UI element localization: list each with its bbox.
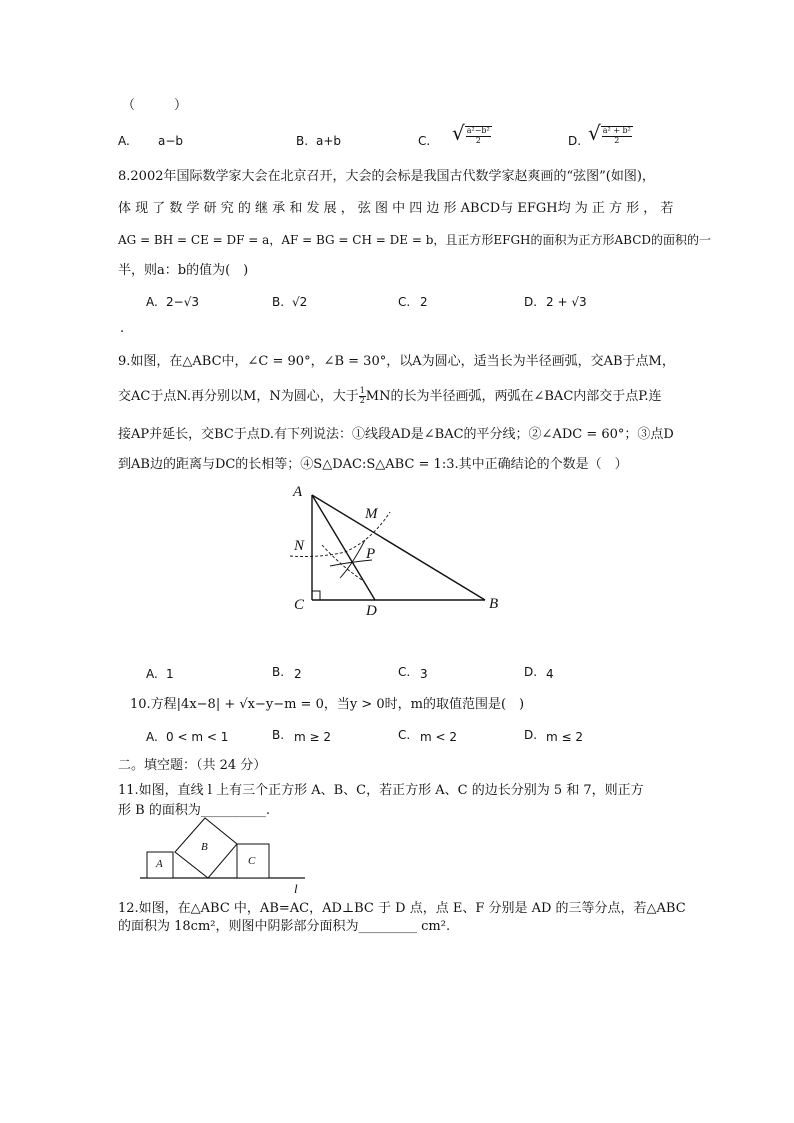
q9-option-b-label: B. [272, 665, 285, 679]
q8-line2: 体 现 了 数 学 研 究 的 继 承 和 发 展 ， 弦 图 中 四 边 形 ABCD与 EFGH均 为 正 方 形 ， 若 [118, 201, 674, 216]
q12-line2: 的面积为 18cm²，则图中阴影部分面积为_________ cm². [118, 919, 451, 934]
q10-option-a-label: A. [146, 730, 158, 744]
q9-option-c-value: 3 [420, 667, 428, 681]
q7-option-b-label: B. [296, 134, 309, 148]
q10-option-a-value: 0 < m < 1 [166, 730, 229, 744]
q8-option-d-label: D. [524, 295, 538, 309]
q9-fig-label-p: P [366, 546, 376, 562]
q9-option-d-label: D. [524, 665, 538, 679]
q10-option-d-value: m ≤ 2 [546, 730, 584, 744]
q9-option-a-label: A. [146, 667, 158, 681]
q7-option-b-value: a+b [316, 134, 342, 148]
q9-option-c-label: C. [398, 665, 411, 679]
q8-line3: AG = BH = CE = DF = a，AF = BG = CH = DE = b，且正方形EFGH的面积为正方形ABCD的面积的一 [118, 233, 712, 247]
q9-line3: 接AP并延长，交BC于点D.有下列说法：①线段AD是∠BAC的平分线；②∠ADC = 60°；③点D [118, 427, 674, 442]
q9-fig-label-n: N [294, 538, 305, 554]
q8-line4: 半，则a：b的值为( ) [118, 263, 249, 278]
q8-option-a-value: 2−√3 [166, 295, 199, 309]
q9-line2: 交AC于点N.再分别以M，N为圆心，大于 $\frac{1}{2}$ MN的长为半径画弧，两弧在∠BAC内部交于点P.连 [118, 386, 662, 405]
q7-option-a-label: A. [118, 134, 130, 148]
q9-fig-label-b: B [489, 596, 499, 612]
q11-fig-label-c: C [248, 855, 256, 867]
q9-line1: 9.如图，在△ABC中，∠C = 90°，∠B = 30°，以A为圆心，适当长为半径画弧，交AB于点M， [118, 354, 675, 369]
q11-line1: 11.如图，直线 l 上有三个正方形 A、B、C，若正方形 A、C 的边长分别为 5 和 7，则正方 [118, 783, 644, 798]
q8-option-c-label: C. [398, 295, 411, 309]
q10-option-d-label: D. [524, 728, 538, 742]
q9-option-a-value: 1 [166, 667, 174, 681]
q8-option-d-value: 2 + √3 [546, 295, 587, 309]
q7-option-c-label: C. [418, 134, 431, 148]
q8-option-b-value: √2 [292, 295, 308, 309]
q8-option-a-label: A. [146, 295, 158, 309]
q8-option-c-value: 2 [420, 295, 428, 309]
q9-option-b-value: 2 [294, 667, 302, 681]
q7-option-c-value: √ $\frac{\text{a²−b²}}{2}$ [452, 121, 490, 145]
q8-line1: 8.2002年国际数学家大会在北京召开，大会的会标是我国古代数学家赵爽画的“弦图”(如图)， [118, 169, 655, 184]
q12-line1: 12.如图，在△ABC 中，AB=AC，AD⊥BC 于 D 点，点 E、F 分别是 AD 的三等分点，若△ABC [118, 901, 686, 916]
q9-option-d-value: 4 [546, 667, 554, 681]
q9-fig-label-m: M [365, 506, 378, 522]
q11-fig-label-l: l [294, 881, 298, 896]
q7-option-d-value: √ $\frac{\text{a² + b²}}{2}$ [588, 121, 631, 145]
q10-option-b-label: B. [272, 728, 285, 742]
q10-option-c-label: C. [398, 728, 411, 742]
q7-paren: （ ） [122, 98, 188, 113]
q9-fig-label-a: A [293, 484, 303, 500]
q7-option-a-value: a−b [158, 134, 184, 148]
q9-fig-label-d: D [366, 603, 377, 619]
section-2-heading: 二。填空题：（共 24 分） [118, 758, 267, 773]
q11-line2: 形 B 的面积为__________. [118, 803, 270, 818]
q11-fig-label-b: B [201, 841, 208, 853]
q10-option-b-value: m ≥ 2 [294, 730, 332, 744]
q11-fig-label-a: A [156, 858, 163, 870]
q8-option-b-label: B. [272, 295, 285, 309]
q10-stem: 10.方程|4x−8| + √x−y−m = 0，当y > 0时，m的取值范围是( ) [130, 697, 525, 712]
q10-option-c-value: m < 2 [420, 730, 458, 744]
q9-fig-label-c: C [294, 597, 305, 613]
q8-dot: . [120, 321, 125, 336]
q9-line4: 到AB边的距离与DC的长相等；④S△DAC:S△ABC = 1:3.其中正确结论的个数是（ ） [118, 457, 628, 472]
q7-option-d-label: D. [568, 134, 582, 148]
